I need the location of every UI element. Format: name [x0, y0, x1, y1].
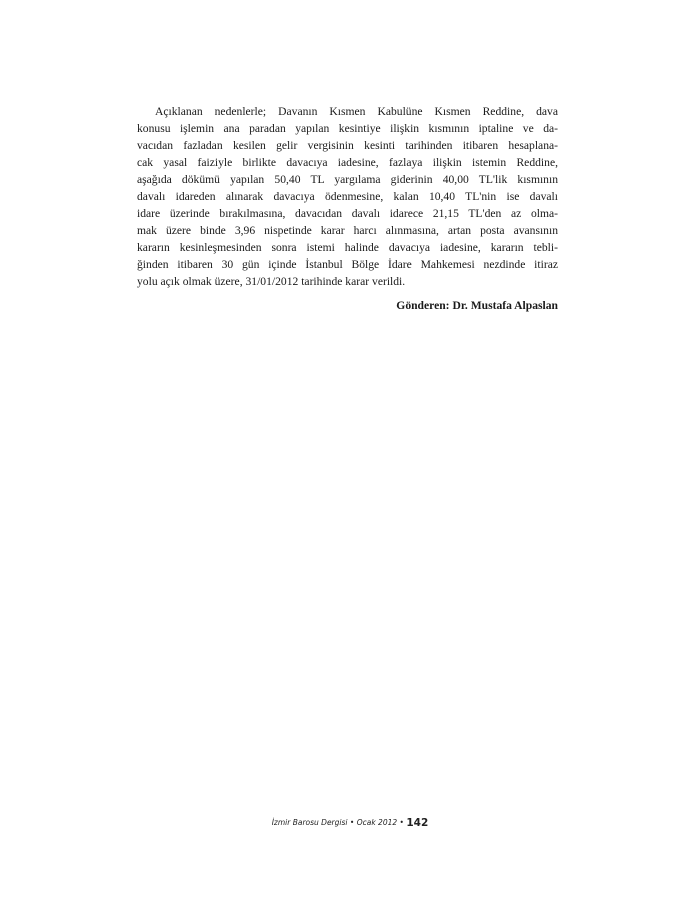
text-line: aşağıda dökümü yapılan 50,40 TL yargılama giderinin 40,00 TL'lik kısmının: [137, 173, 558, 186]
text-line: davalı idareden alınarak davacıya ödenmesine, kalan 10,40 TL'nin ise davalı: [137, 190, 558, 203]
text-line: yolu açık olmak üzere, 31/01/2012 tarihinde karar verildi.: [137, 275, 406, 288]
text-line: vacıdan fazladan kesilen gelir vergisinin kesinti tarihinden itibaren hesaplana-: [137, 139, 558, 152]
page-number: 142: [406, 817, 429, 829]
decision-text: [137, 103, 558, 290]
text-line: ğinden itibaren 30 gün içinde İstanbul Bölge İdare Mahkemesi nezdinde itiraz: [137, 258, 558, 271]
page-footer: [0, 817, 700, 829]
text-line: kararın kesinleşmesinden sonra istemi halinde davacıya iadesine, kararın tebli-: [137, 241, 558, 254]
text-line: cak yasal faiziyle birlikte davacıya iadesine, fazlaya ilişkin istemin Reddine,: [137, 156, 558, 169]
text-line: Açıklanan nedenlerle; Davanın Kısmen Kabulüne Kısmen Reddine, dava: [155, 105, 558, 118]
sender-signature: Gönderen: Dr. Mustafa Alpaslan: [396, 299, 558, 312]
journal-name: İzmir Barosu Dergisi: [271, 818, 348, 827]
issue-date: Ocak 2012: [356, 818, 398, 827]
text-line: mak üzere binde 3,96 nispetinde karar harcı alınmasına, artan posta avansının: [137, 224, 558, 237]
text-line: konusu işlemin ana paradan yapılan kesintiye ilişkin kısmının iptaline ve da-: [137, 122, 558, 135]
text-line: idare üzerinde bırakılmasına, davacıdan davalı idarece 21,15 TL'den az olma-: [137, 207, 558, 220]
footer-separator: •: [349, 818, 355, 827]
footer-separator: •: [399, 818, 404, 827]
